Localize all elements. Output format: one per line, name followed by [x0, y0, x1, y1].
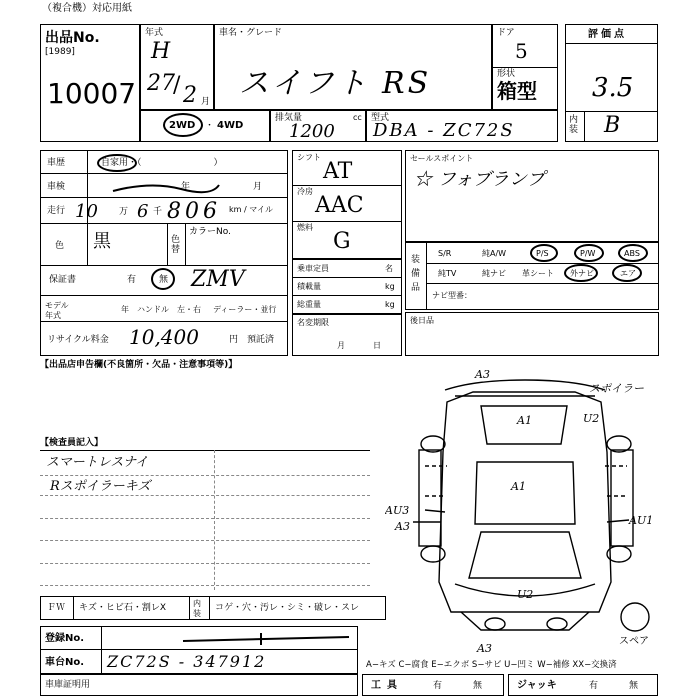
name-label: 車名・グレード	[219, 28, 283, 38]
warranty-label: 保証書	[49, 275, 77, 285]
score-value: 3.5	[592, 73, 634, 103]
ps-circle	[530, 244, 558, 262]
equip-ext-navi[interactable]: 外ナビ	[570, 269, 594, 278]
spec-box	[292, 150, 402, 260]
shape-value: 箱型	[497, 79, 537, 103]
chassis-label: 車台No.	[45, 657, 85, 668]
inspector-label: 【検査員記入】	[40, 438, 104, 448]
air-circle	[612, 264, 642, 282]
equip-air[interactable]: エア	[620, 269, 636, 278]
lot-box	[40, 24, 140, 142]
drive-4wd[interactable]: 4WD	[217, 120, 244, 131]
mark-a1-rear: A1	[517, 414, 532, 427]
equip-abs[interactable]: ABS	[624, 249, 640, 258]
mark-a3-top: A3	[475, 368, 490, 381]
registration-label: 登録No.	[45, 633, 85, 644]
fuel-label: 燃料	[297, 223, 313, 232]
year-month: 2	[183, 83, 197, 108]
mark-au3-left: AU3	[385, 504, 410, 517]
navi-model-label: ナビ型番：	[432, 291, 472, 300]
mark-u2-rear: U2	[583, 412, 600, 425]
pw-circle	[574, 244, 604, 262]
year-month-unit: 月	[201, 97, 211, 107]
warranty-color-code: ZMV	[191, 267, 245, 292]
ext-navi-circle	[564, 264, 598, 282]
tools-label: 工具	[371, 680, 403, 691]
name-box	[214, 24, 492, 110]
spare-label: スペア	[619, 636, 649, 647]
weight-label: 総重量	[297, 300, 321, 309]
mark-au1-right: AU1	[629, 514, 654, 527]
garage-label: 車庫証明用	[45, 680, 91, 690]
garage-box	[40, 674, 358, 696]
mark-spoiler: スポイラー	[589, 382, 644, 395]
drive-2wd[interactable]: 2WD	[169, 120, 196, 131]
recycle-unit: 円 預託済	[229, 335, 275, 345]
inspector-note-1: スマートレスナイ	[46, 455, 149, 470]
sales-box	[405, 150, 659, 242]
capacity-box	[292, 258, 402, 314]
history-options: 自家用・（ ）	[101, 158, 223, 168]
history-label: 車歴	[47, 158, 66, 168]
fw-box	[40, 596, 386, 620]
equip-navi[interactable]: 純ナビ	[482, 269, 506, 278]
deadline-unit: 月日	[337, 341, 409, 350]
year-value: 27	[147, 71, 175, 96]
displacement-unit: cc	[353, 113, 362, 122]
drive-box	[140, 110, 270, 142]
lot-number: 10007	[47, 77, 137, 110]
mileage-rest: 806	[167, 199, 221, 224]
handle-options: ハンドル 左・右	[137, 305, 201, 314]
recycle-label: リサイクル料金	[47, 335, 109, 345]
mark-a3-left: A3	[395, 520, 410, 533]
dealer-options: ディーラー・並行	[213, 305, 277, 314]
tools-box	[362, 674, 504, 696]
declaration-label: 【出品店申告欄(不良箇所・欠品・注意事項等)】	[40, 360, 238, 370]
jack-yes[interactable]: 有	[589, 681, 599, 691]
year-era: H	[151, 39, 171, 64]
equipment-label: 装備品	[411, 255, 421, 293]
sales-label: セールスポイント	[410, 154, 474, 163]
color-label: 色	[55, 241, 65, 251]
history-circle	[97, 154, 137, 172]
model-label: 型式	[371, 113, 390, 123]
capacity-label: 乗車定員	[297, 264, 329, 273]
aircon-value: AAC	[315, 193, 364, 218]
model-year-label: モデル年式	[45, 301, 69, 320]
equipment-box	[405, 242, 659, 310]
chassis-value: ZC72S - 347912	[107, 652, 267, 671]
mark-u2-front: U2	[517, 588, 534, 601]
load-label: 積載量	[297, 282, 321, 291]
equip-sr[interactable]: S/R	[438, 249, 452, 258]
fuel-value: G	[333, 229, 351, 254]
door-value: 5	[515, 39, 528, 63]
form-header: （複合機）対応用紙	[42, 3, 132, 14]
color-change-label: 色替	[171, 235, 181, 255]
interior-label: 内装	[569, 115, 579, 135]
fw-damage: キズ・ヒビ石・割レX	[79, 603, 166, 613]
model-box	[366, 110, 558, 142]
aftermarket-box	[405, 312, 659, 356]
deadline-box	[292, 314, 409, 356]
inspection-scribble	[111, 179, 221, 195]
warranty-no[interactable]: 無	[159, 275, 169, 285]
registration-box	[40, 626, 358, 674]
door-shape-box	[492, 24, 558, 110]
lot-label: 出品No.	[45, 30, 100, 46]
name-value: スイフト RS	[239, 66, 432, 101]
capacity-unit: 名	[385, 264, 393, 273]
shift-label: シフト	[297, 153, 321, 162]
mark-a3-front: A3	[477, 642, 492, 655]
registration-strike	[181, 631, 351, 647]
mileage-unit-opts: km / マイル	[229, 205, 274, 214]
mileage-man-unit: 万	[119, 207, 129, 217]
mark-a1-roof: A1	[511, 480, 526, 493]
abs-circle	[618, 244, 648, 262]
shape-label: 形状	[497, 69, 516, 79]
load-unit: kg	[385, 282, 395, 291]
year-label: 年式	[145, 28, 164, 38]
info-table	[40, 150, 288, 356]
equip-tv[interactable]: 純TV	[438, 269, 457, 278]
inspection-label: 車検	[47, 182, 66, 192]
equip-aw[interactable]: 純A/W	[482, 249, 507, 258]
year-slash: /	[173, 73, 181, 98]
model-year-unit: 年	[121, 305, 129, 314]
equip-pw[interactable]: P/W	[580, 249, 596, 258]
jack-no[interactable]: 無	[629, 681, 639, 691]
mileage-sen-unit: 千	[153, 207, 163, 217]
car-diagram	[385, 362, 685, 657]
score-box	[565, 24, 658, 142]
inspection-month-unit: 月	[253, 182, 263, 192]
jack-box	[508, 674, 658, 696]
fw-label: ＦＷ	[47, 603, 66, 613]
mileage-sen: 6	[137, 201, 149, 222]
aftermarket-label: 後日品	[410, 316, 434, 325]
year-box	[140, 24, 214, 110]
tools-no[interactable]: 無	[473, 681, 483, 691]
mileage-label: 走行	[47, 206, 66, 216]
score-header: 評価点	[588, 29, 627, 40]
color-no-label: カラーNo.	[189, 227, 231, 237]
tools-yes[interactable]: 有	[433, 681, 443, 691]
door-label: ドア	[497, 28, 515, 38]
drive-sep: ・	[205, 121, 215, 131]
equip-leather[interactable]: 革シート	[522, 269, 554, 278]
warranty-yes[interactable]: 有	[127, 275, 137, 285]
model-value: DBA - ZC72S	[373, 120, 515, 141]
equip-ps[interactable]: P/S	[536, 249, 549, 258]
legend-text: A−キズ C−腐食 E−エクボ S−サビ U−凹ミ W−補修 XX−交換済	[366, 660, 617, 670]
interior-value: B	[604, 113, 621, 138]
weight-unit: kg	[385, 300, 395, 309]
shift-value: AT	[323, 159, 353, 184]
inspector-note-2: Rスポイラーキズ	[50, 479, 151, 494]
mileage-man: 10	[75, 201, 98, 222]
displacement-label: 排気量	[275, 113, 303, 123]
fw-interior-items: コゲ・穴・汚レ・シミ・破レ・スレ	[215, 603, 360, 613]
warranty-no-circle	[151, 268, 175, 290]
displacement-value: 1200	[289, 121, 335, 142]
fw-interior: 内装	[193, 599, 201, 618]
jack-label: ジャッキ	[517, 680, 557, 691]
recycle-value: 10,400	[129, 325, 199, 349]
color-value: 黒	[93, 231, 111, 252]
sales-value: ☆ フォブランプ	[414, 169, 545, 190]
lot-year-tag: [1989]	[45, 47, 75, 57]
aircon-label: 冷房	[297, 187, 313, 196]
deadline-label: 名変期限	[297, 318, 329, 327]
displacement-box	[270, 110, 366, 142]
inspection-year-unit: 年	[181, 182, 191, 192]
